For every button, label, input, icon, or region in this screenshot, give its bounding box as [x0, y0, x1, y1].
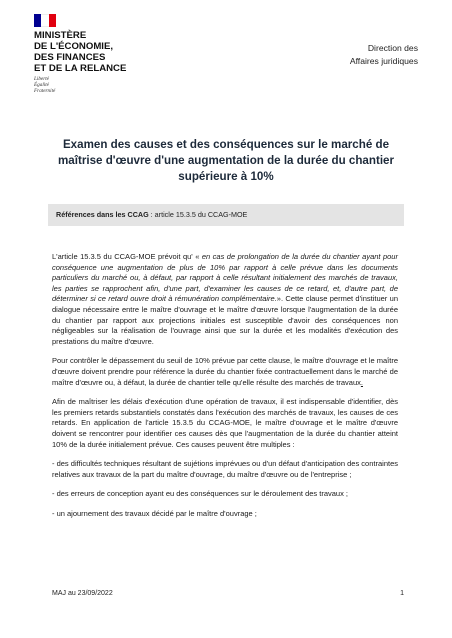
ministry-line: DE L'ÉCONOMIE,: [34, 41, 114, 52]
paragraph-text: ». Cette clause permet d'instituer un dialogue nécessaire entre le maître d'ouvrage et le maître d'œuvre lorsque l'augmentation de la durée du chantier par rapport aux projections initiales est susceptible d'avoir des conséquences non négligeables sur la réalisation de l'ouvrage ainsi que sur la durée et les modalités d'exécution des prestations du maître d'œuvre.: [52, 294, 398, 346]
list-item: - des erreurs de conception ayant eu des conséquences sur le déroulement des travaux ;: [52, 489, 349, 499]
paragraph: [52, 252, 398, 347]
document-title: Examen des causes et des conséquences sur le marché de maîtrise d'œuvre d'une augmentation de la durée du chantier supérieure à 10%: [58, 138, 394, 183]
paragraph-text: L'article 15.3.5 du CCAG-MOE prévoit qu' «: [52, 252, 202, 261]
references-label: Références dans les CCAG: [56, 210, 149, 219]
ministry-line: MINISTÈRE: [34, 30, 87, 41]
motto-line: Liberté: [34, 76, 49, 82]
ministry-line: DES FINANCES: [34, 52, 106, 63]
direction-line: Affaires juridiques: [349, 56, 418, 66]
motto-line: Égalité: [34, 82, 49, 88]
republic-motto: [34, 76, 144, 94]
paragraph-text: Pour contrôler le dépassement du seuil de 10% prévue par cette clause, le maître d'ouvrage et le maître d'œuvre doivent prendre pour référence la durée du chantier fixée contractuellement dans le marché de maître d'œuvre ou, à défaut, la durée de chantier telle qu'elle résulte des marchés de travaux: [52, 356, 398, 387]
references-box: [48, 204, 404, 226]
french-flag-icon: [34, 14, 56, 27]
ministry-line: ET DE LA RELANCE: [34, 63, 127, 74]
list-item: - des difficultés techniques résultant de sujétions imprévues ou d'un défaut d'anticipation des contraintes relatives aux travaux de la part du maître d'ouvrage, du maître d'œuvre ou de l'entreprise ;: [52, 459, 398, 479]
document-body: [52, 252, 398, 528]
ministry-logo: [34, 14, 144, 94]
paragraph-text: .: [360, 377, 363, 387]
ministry-name: [34, 30, 144, 74]
list-item: - un ajournement des travaux décidé par le maître d'ouvrage ;: [52, 508, 257, 518]
page-number: 1: [400, 590, 404, 597]
footer-date: MAJ au 23/09/2022: [52, 590, 113, 597]
direction-label: [350, 42, 418, 68]
motto-line: Fraternité: [34, 88, 56, 94]
paragraph: [52, 356, 398, 388]
references-text: : article 15.3.5 du CCAG-MOE: [148, 210, 248, 219]
direction-line: Direction des: [367, 43, 418, 53]
paragraph: Afin de maîtriser les délais d'exécution d'une opération de travaux, il est indispensable d'identifier, dès les premiers retards substantiels constatés dans l'exécution des marchés de travaux, les causes de ces retards. En application de l'article 15.3.5 du CCAG-MOE, le maître d'ouvrage et le maître d'œuvre doivent se rencontrer pour identifier ces causes dès que l'augmentation de la durée du chantier atteint 10% de la durée initialement prévue. Ces causes peuvent être multiples :: [52, 397, 398, 449]
quoted-clause: en cas de prolongation de la durée du chantier ayant pour conséquence une augmentation de plus de 10% par rapport à celle prévue dans les documents particuliers du marché ou, à défaut, par rapport à celle résultant initialement des marchés de travaux, les parties se rapprochent afin, d'une part, d'examiner les causes de ce retard, et, d'autre part, de déterminer si ce retard ouvre droit à rémunération complémentaire.: [52, 252, 398, 304]
